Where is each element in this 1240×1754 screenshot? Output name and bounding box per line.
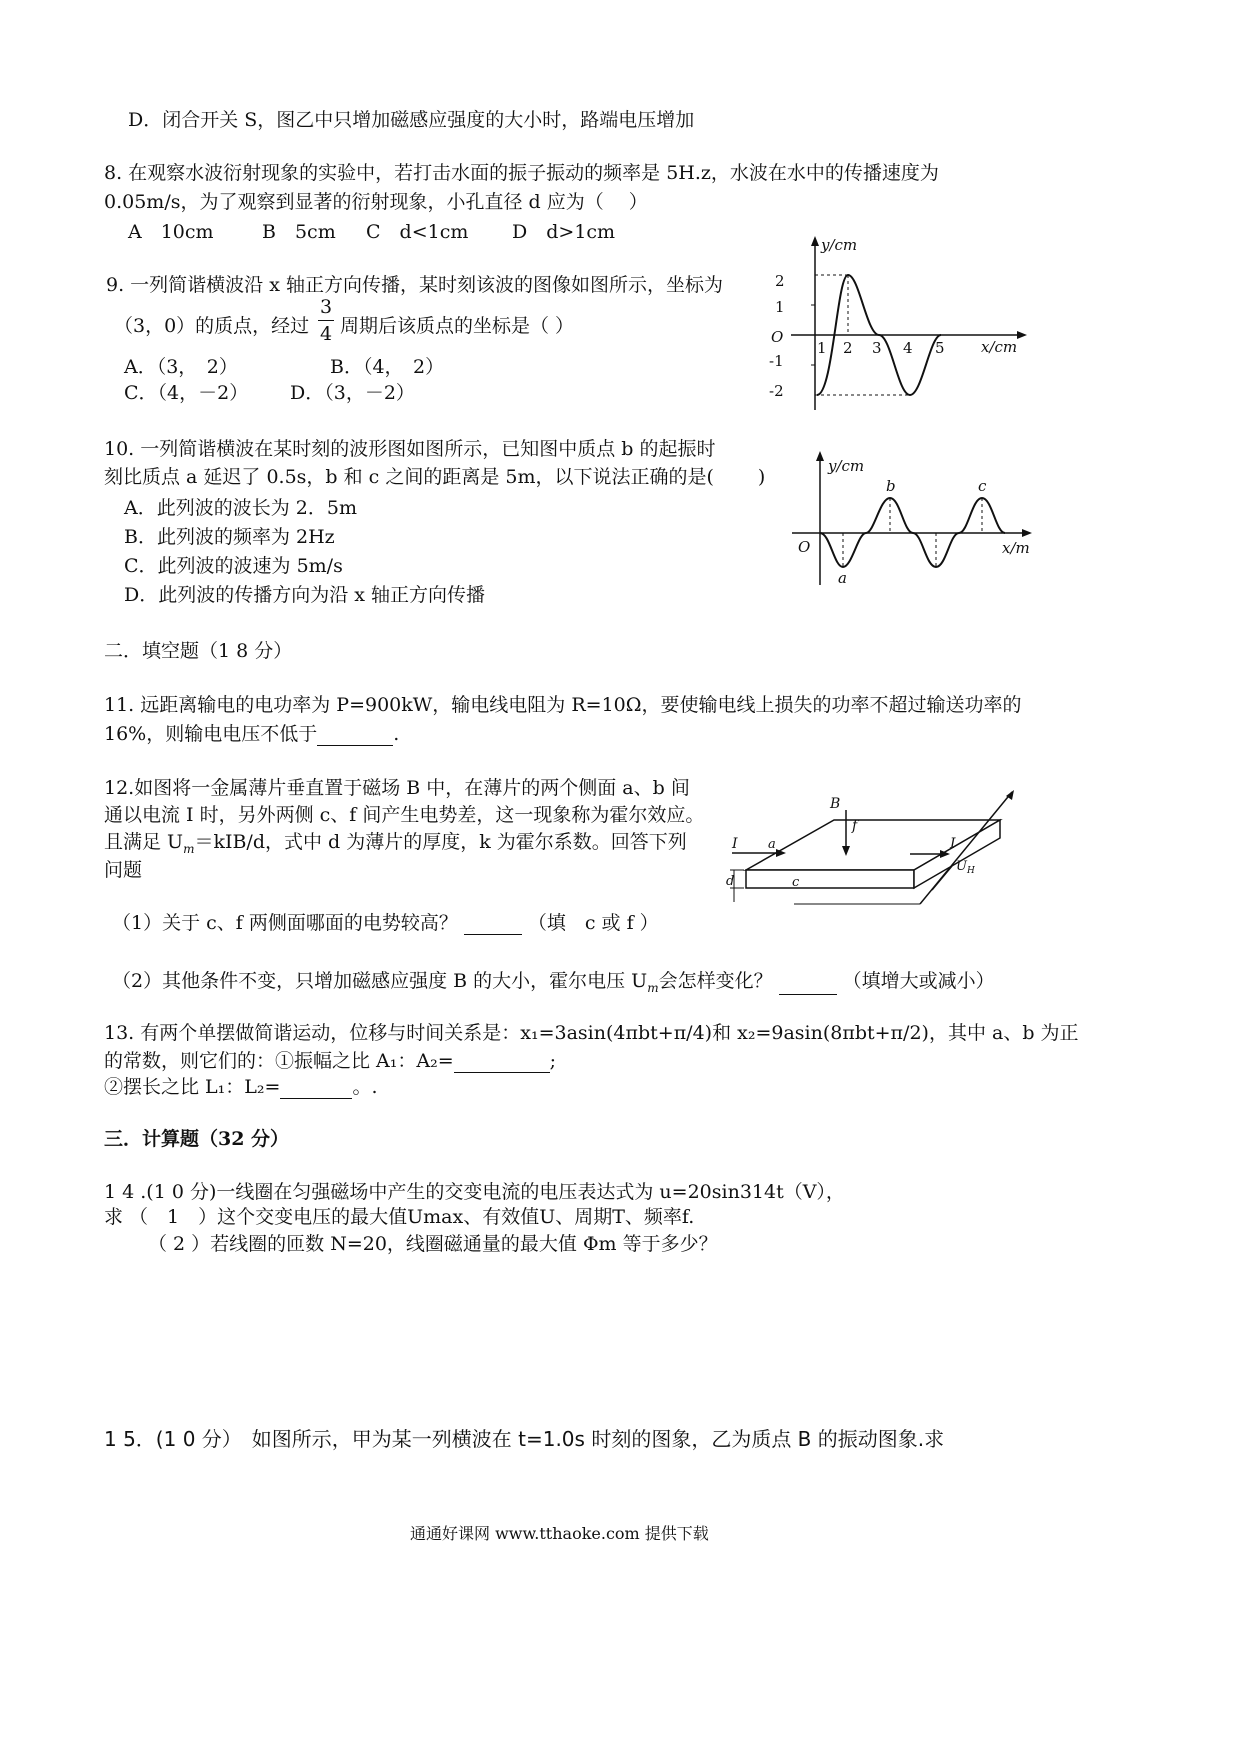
x-tick-label: 2 bbox=[843, 339, 853, 357]
q8-option-b: B 5cm bbox=[262, 221, 336, 243]
x-tick-label: 3 bbox=[872, 339, 882, 357]
q9-text-line1: 9. 一列简谐横波沿 x 轴正方向传播，某时刻该波的图像如图所示，坐标为 bbox=[106, 274, 723, 296]
q9-wave-figure bbox=[755, 232, 1045, 422]
q10-option-c: C．此列波的波速为 5m/s bbox=[124, 555, 343, 577]
x-axis-label: x/m bbox=[1002, 539, 1030, 557]
q12-part1-b: （填 c 或 f ） bbox=[527, 912, 659, 934]
q13-text-line2-b: ; bbox=[549, 1050, 557, 1072]
q12-hall-effect-figure bbox=[722, 790, 1022, 920]
label-i-left: I bbox=[732, 836, 738, 852]
y-tick-label: -2 bbox=[769, 382, 784, 400]
q8-option-d: D d>1cm bbox=[512, 221, 616, 243]
q13-text-line3-b: 。. bbox=[352, 1076, 378, 1098]
q11-answer-blank[interactable] bbox=[317, 727, 393, 746]
q8-option-a: A 10cm bbox=[128, 221, 214, 243]
q13-text-line3 bbox=[104, 1076, 377, 1099]
q12-part2-b: 会怎样变化？ bbox=[658, 970, 773, 992]
q13-text-line3-a: ②摆长之比 L₁：L₂= bbox=[104, 1076, 281, 1098]
x-tick-label: 1 bbox=[817, 339, 827, 357]
point-a-label: a bbox=[838, 569, 847, 587]
origin-label: O bbox=[798, 538, 811, 556]
fraction-bar bbox=[318, 320, 334, 321]
q12-part2-c: （填增大或减小） bbox=[842, 970, 995, 992]
q14-text-line3: （ 2 ）若线圈的匝数 N=20，线圈磁通量的最大值 Φm 等于多少？ bbox=[148, 1233, 718, 1255]
q8-option-c: C d<1cm bbox=[366, 221, 469, 243]
q9-fraction-denominator: 4 bbox=[319, 323, 333, 345]
y-axis-arrow bbox=[811, 236, 819, 246]
q12-part1-a: （1）关于 c、f 两侧面哪面的电势较高？ bbox=[112, 912, 458, 934]
q11-text-line2-a: 16%，则输电电压不低于 bbox=[104, 723, 318, 745]
q12-text-line3-a: 且满足 U bbox=[104, 831, 184, 853]
q12-text-line3-b: ＝kIB/d，式中 d 为薄片的厚度，k 为霍尔系数。回答下列 bbox=[194, 831, 687, 853]
q12-text-line4: 问题 bbox=[104, 859, 143, 881]
q13-text-line1: 13. 有两个单摆做简谐运动，位移与时间关系是：x₁=3asin(4πbt+π/4)和 x₂=9asin(8πbt+π/2)，其中 a、b 为正 bbox=[104, 1022, 1079, 1044]
q11-text-line2 bbox=[104, 723, 399, 746]
x-tick-label: 4 bbox=[903, 339, 913, 357]
y-axis-label: y/cm bbox=[821, 236, 858, 254]
q12-part2-subscript: m bbox=[647, 980, 659, 995]
y-tick-label: 2 bbox=[775, 272, 785, 290]
q14-text-line2: 求 （ 1 ）这个交变电压的最大值Umax、有效值U、周期T、频率f. bbox=[104, 1206, 695, 1228]
q11-text-line2-b: . bbox=[393, 723, 400, 745]
q13-text-line2-a: 的常数，则它们的：①振幅之比 A₁：A₂= bbox=[104, 1050, 454, 1072]
label-i-right: I bbox=[950, 836, 956, 852]
x-axis-arrow bbox=[1022, 529, 1032, 537]
q12-part2-a: （2）其他条件不变，只增加磁感应强度 B 的大小，霍尔电压 U bbox=[112, 970, 648, 992]
q12-part2-answer-blank[interactable] bbox=[779, 976, 837, 995]
q12-text-line3 bbox=[104, 831, 687, 856]
slab-front-face bbox=[746, 870, 914, 888]
q12-text-line1: 12.如图将一金属薄片垂直置于磁场 B 中，在薄片的两个侧面 a、b 间 bbox=[104, 777, 690, 799]
label-f: f bbox=[852, 818, 858, 834]
q9-option-c: C．（4，－2） bbox=[124, 382, 249, 404]
q13-length-ratio-blank[interactable] bbox=[280, 1080, 352, 1099]
q9-option-b: B．（4， 2） bbox=[330, 356, 445, 378]
label-a: a bbox=[768, 837, 776, 852]
section3-title: 三．计算题（32 分） bbox=[104, 1128, 290, 1150]
q10-wave-figure bbox=[790, 445, 1060, 600]
x-axis-label: x/cm bbox=[981, 338, 1018, 356]
q12-part2 bbox=[112, 970, 995, 995]
q9-option-d: D．（3，－2） bbox=[290, 382, 415, 404]
q9-text-line2-b: 周期后该质点的坐标是（ ） bbox=[340, 315, 575, 337]
y-axis-arrow bbox=[816, 451, 824, 461]
q9-fraction-numerator: 3 bbox=[319, 296, 333, 318]
page-footer: 通通好课网 www.tthaoke.com 提供下载 bbox=[410, 1524, 709, 1543]
y-axis-label: y/cm bbox=[828, 457, 865, 475]
label-b: B bbox=[830, 796, 841, 812]
x-axis-arrow bbox=[1017, 331, 1027, 339]
q8-text-line1: 8. 在观察水波衍射现象的实验中，若打击水面的振子振动的频率是 5H.z，水波在水中的传播速度为 bbox=[104, 162, 939, 184]
point-c-label: c bbox=[978, 477, 987, 495]
point-b-label: b bbox=[886, 477, 896, 495]
q12-part1 bbox=[112, 912, 659, 935]
q9-fraction bbox=[318, 296, 334, 345]
q10-text-line2: 刻比质点 a 延迟了 0.5s，b 和 c 之间的距离是 5m，以下说法正确的是( ) bbox=[104, 466, 766, 488]
q7-option-d: D．闭合开关 S，图乙中只增加磁感应强度的大小时，路端电压增加 bbox=[128, 109, 695, 131]
q13-text-line2 bbox=[104, 1050, 556, 1073]
q12-text-line2: 通以电流 I 时，另外两侧 c、f 间产生电势差，这一现象称为霍尔效应。 bbox=[104, 804, 705, 826]
q8-text-line2: 0.05m/s，为了观察到显著的衍射现象，小孔直径 d 应为（ ） bbox=[104, 191, 648, 213]
q12-part1-answer-blank[interactable] bbox=[464, 916, 522, 935]
q9-text-line2-a: （3，0）的质点，经过 bbox=[114, 315, 310, 337]
origin-label: O bbox=[771, 328, 784, 346]
q10-option-d: D．此列波的传播方向为沿 x 轴正方向传播 bbox=[124, 584, 486, 606]
q9-option-a: A．（3， 2） bbox=[124, 356, 238, 378]
section2-title: 二．填空题（1 8 分） bbox=[104, 640, 293, 662]
label-u: $U_H$ bbox=[956, 859, 975, 876]
q12-u-subscript: m bbox=[183, 841, 195, 856]
q13-amplitude-ratio-blank[interactable] bbox=[454, 1054, 550, 1073]
y-tick-label: -1 bbox=[769, 352, 784, 370]
label-c: c bbox=[792, 875, 800, 890]
q10-option-b: B．此列波的频率为 2Hz bbox=[124, 526, 335, 548]
x-tick-label: 5 bbox=[935, 339, 945, 357]
y-tick-label: 1 bbox=[775, 298, 785, 316]
q14-text-line1: 1 4 .(1 0 分)一线圈在匀强磁场中产生的交变电流的电压表达式为 u=20sin314t（V）， bbox=[104, 1181, 845, 1203]
q10-option-a: A．此列波的波长为 2．5m bbox=[124, 497, 357, 519]
q10-text-line1: 10. 一列简谐横波在某时刻的波形图如图所示，已知图中质点 b 的起振时 bbox=[104, 438, 716, 460]
q15-text-line1: 1 5．(1 0 分） 如图所示，甲为某一列横波在 t=1.0s 时刻的图象，乙为质点 B 的振动图象.求 bbox=[104, 1427, 945, 1451]
q11-text-line1: 11. 远距离输电的电功率为 P=900kW，输电线电阻为 R=10Ω，要使输电线上损失的功率不超过输送功率的 bbox=[104, 694, 1022, 716]
label-d: d bbox=[726, 874, 735, 889]
